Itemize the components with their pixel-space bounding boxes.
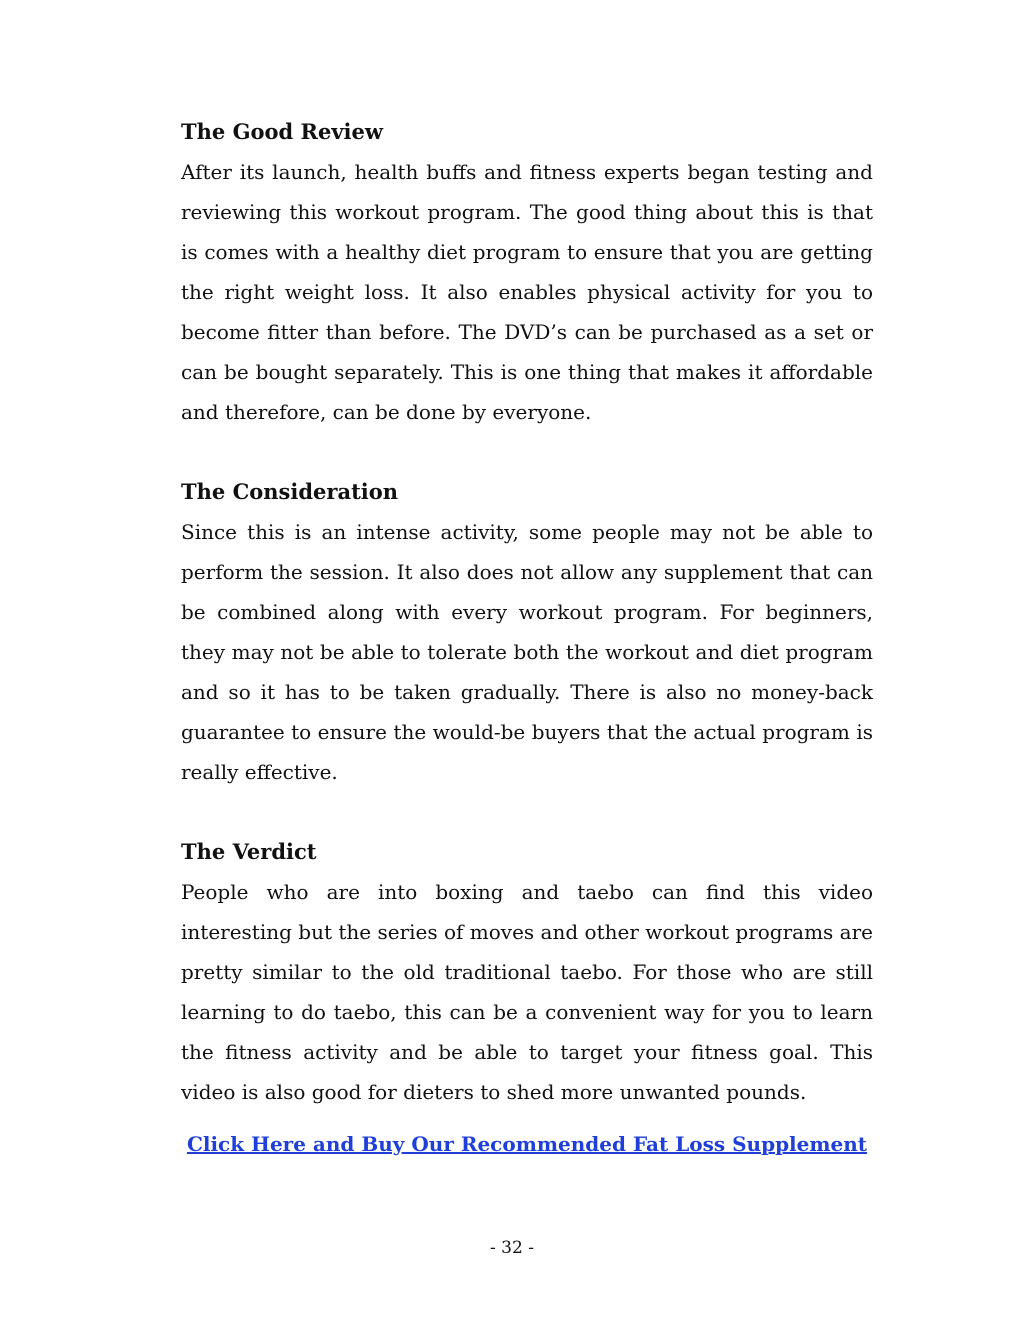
section-heading: The Good Review <box>181 119 383 144</box>
section-heading: The Verdict <box>181 839 317 864</box>
cta-container <box>181 1124 873 1164</box>
section-body: After its launch, health buffs and fitness experts began testing and reviewing this workout program. The good thing about this is that is comes with a healthy diet program to ensure that you are getting the right weight loss. It also enables physical activity for you to become fitter than before. The DVD’s can be purchased as a set or can be bought separately. This is one thing that makes it affordable and therefore, can be done by everyone. <box>181 160 873 424</box>
section-body: Since this is an intense activity, some people may not be able to perform the session. It also does not allow any supplement that can be combined along with every workout program. For beginners, they may not be able to tolerate both the workout and diet program and so it has to be taken gradually. There is also no money-back guarantee to ensure the would-be buyers that the actual program is really effective. <box>181 520 873 784</box>
section-body: People who are into boxing and taebo can find this video interesting but the series of moves and other workout programs are pretty similar to the old traditional taebo. For those who are still learning to do taebo, this can be a convenient way for you to learn the fitness activity and be able to target your fitness goal. This video is also good for dieters to shed more unwanted pounds. <box>181 880 873 1104</box>
document-page <box>181 112 873 1164</box>
section-good-review <box>181 112 873 432</box>
buy-supplement-link[interactable]: Click Here and Buy Our Recommended Fat Loss Supplement <box>186 1132 868 1156</box>
section-verdict <box>181 832 873 1112</box>
page-number: - 32 - <box>490 1238 534 1258</box>
section-consideration <box>181 472 873 792</box>
section-heading: The Consideration <box>181 479 399 504</box>
